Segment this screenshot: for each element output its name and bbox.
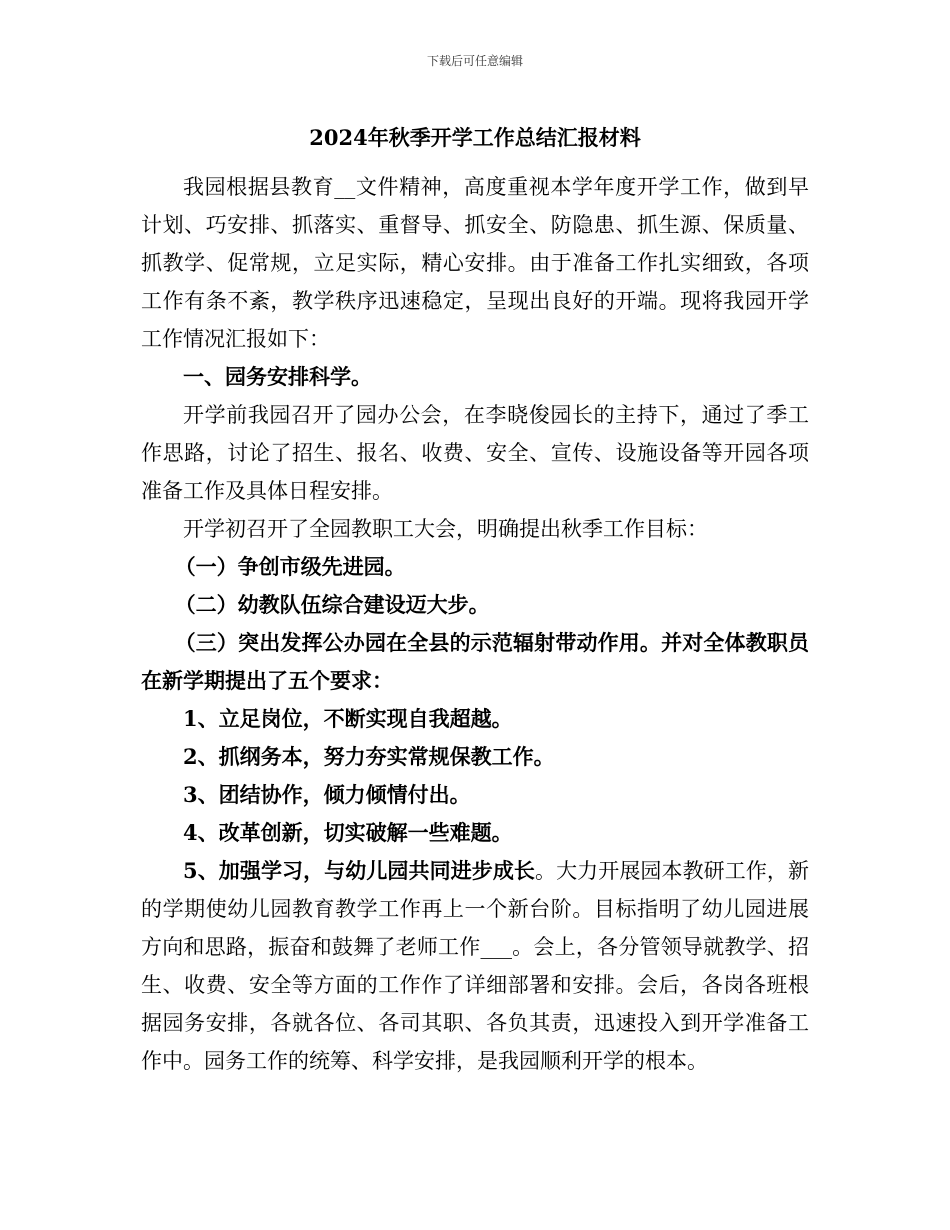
requirement-item-5-text: 。大力开展园本教研工作，新的学期使幼儿园教育教学工作再上一个新台阶。目标指明了幼儿园进展方向和思路，振奋和鼓舞了老师工作___。会上，各分管领导就教学、招生、收费、安全等方面的工作作了详细部署和安排。会后，各岗各班根据园务安排，各就各位、各司其职、各负其责，迅速投入到开学准备工作中。园务工作的统筹、科学安排，是我园顺利开学的根本。 bbox=[141, 859, 809, 1073]
section-heading-1: 一、园务安排科学。 bbox=[183, 364, 372, 389]
paragraph-staff-meeting: 开学初召开了全园教职工大会，明确提出秋季工作目标： bbox=[183, 517, 708, 541]
requirement-item-5-paragraph bbox=[141, 852, 809, 1080]
goal-item-2: （二）幼教队伍综合建设迈大步。 bbox=[174, 592, 490, 617]
paragraph-preparation: 开学前我园召开了园办公会，在李晓俊园长的主持下，通过了季工作思路，讨论了招生、报名、收费、安全、宣传、设施设备等开园各项准备工作及具体日程安排。 bbox=[141, 403, 809, 503]
goal-item-1: （一）争创市级先进园。 bbox=[174, 554, 406, 579]
document-title: 2024年秋季开学工作总结汇报材料 bbox=[309, 125, 641, 150]
requirement-item-1: 1、立足岗位，不断实现自我超越。 bbox=[183, 706, 513, 731]
document-body bbox=[141, 168, 809, 1080]
requirement-item-5-heading: 5、加强学习，与幼儿园共同进步成长 bbox=[183, 858, 536, 883]
paragraph-intro: 我园根据县教育__文件精神，高度重视本学年度开学工作，做到早计划、巧安排、抓落实、重督导、抓安全、防隐患、抓生源、保质量、抓教学、促常规，立足实际，精心安排。由于准备工作扎实细致，各项工作有条不紊，教学秩序迅速稳定，呈现出良好的开端。现将我园开学工作情况汇报如下： bbox=[141, 175, 809, 351]
requirement-item-3: 3、团结协作，倾力倾情付出。 bbox=[183, 782, 471, 807]
goal-item-3: （三）突出发挥公办园在全县的示范辐射带动作用。并对全体教职员在新学期提出了五个要求： bbox=[141, 630, 809, 693]
requirement-item-4: 4、改革创新，切实破解一些难题。 bbox=[183, 820, 513, 845]
requirement-item-2: 2、抓纲务本，努力夯实常规保教工作。 bbox=[183, 744, 555, 769]
page-header-note: 下载后可任意编辑 bbox=[426, 54, 523, 68]
